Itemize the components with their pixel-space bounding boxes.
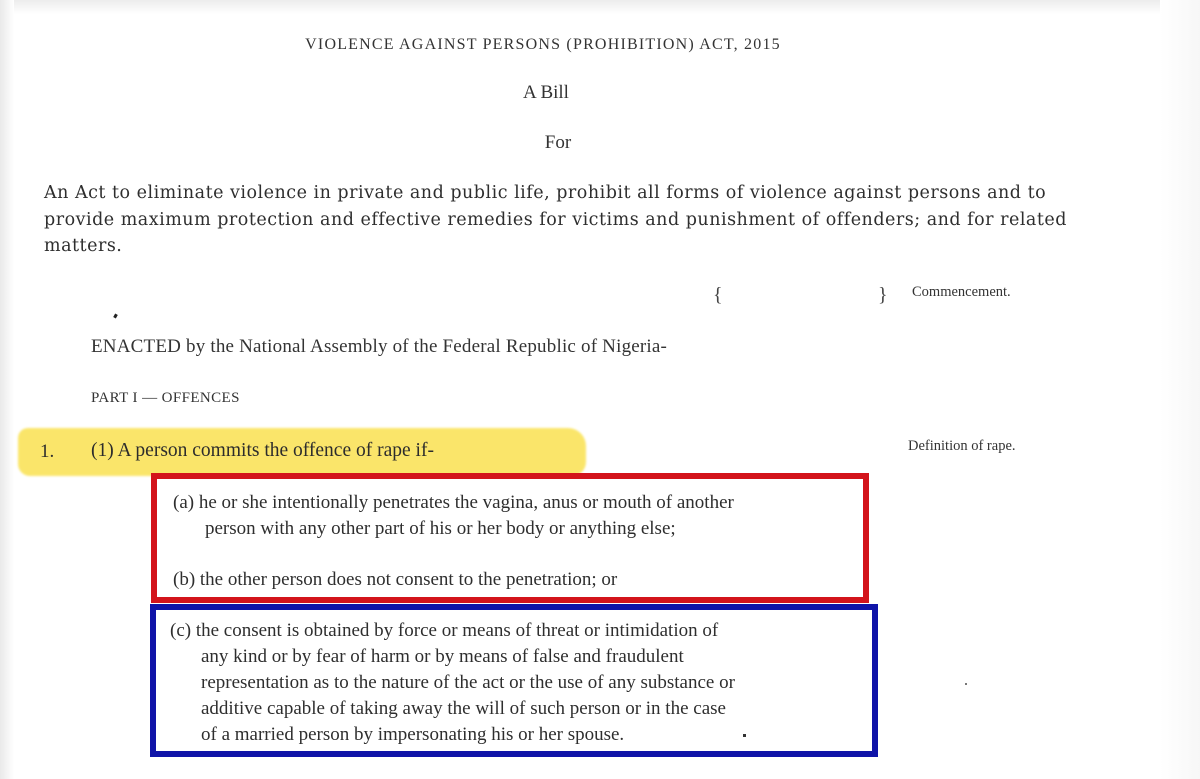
preamble-text: An Act to eliminate violence in private and public life, prohibit all forms of violence against persons and to provide maximum protection and effective remedies for victims and punishment of offenders; and for related matters. [44, 183, 1067, 256]
clause-c-line-2: any kind or by fear of harm or by means of false and fraudulent [201, 646, 684, 667]
part-heading: PART I — OFFENCES [91, 390, 240, 406]
scan-mark [113, 314, 118, 319]
page-top-edge [0, 0, 1200, 14]
clause-c-line-5: of a married person by impersonating his or her spouse. [201, 724, 625, 745]
page-right-edge [1160, 0, 1200, 779]
commencement-brace-open: { [713, 284, 723, 306]
page-left-edge [0, 0, 14, 779]
section-number: 1. [40, 441, 55, 462]
scan-mark [965, 683, 967, 685]
clause-c-line-1: (c) the consent is obtained by force or means of threat or intimidation of [170, 620, 719, 641]
scan-mark [743, 734, 746, 737]
commencement-margin-note: Commencement. [912, 284, 1011, 300]
clause-a-line-2: person with any other part of his or her body or anything else; [205, 518, 676, 539]
clause-c-line-3: representation as to the nature of the act or the use of any substance or [201, 672, 735, 693]
clause-c-line-4: additive capable of taking away the will of such person or in the case [201, 698, 726, 719]
subsection-1-text: (1) A person commits the offence of rape if- [91, 440, 434, 461]
bill-label: A Bill [523, 82, 569, 103]
definition-margin-note: Definition of rape. [908, 438, 1016, 454]
enactment-clause: ENACTED by the National Assembly of the Federal Republic of Nigeria- [91, 336, 668, 357]
clause-b: (b) the other person does not consent to the penetration; or [173, 569, 618, 590]
for-label: For [544, 132, 572, 153]
act-title: VIOLENCE AGAINST PERSONS (PROHIBITION) ACT, 2015 [305, 36, 781, 53]
clause-a-line-1: (a) he or she intentionally penetrates the vagina, anus or mouth of another [173, 492, 734, 513]
commencement-brace-close: } [878, 284, 888, 306]
